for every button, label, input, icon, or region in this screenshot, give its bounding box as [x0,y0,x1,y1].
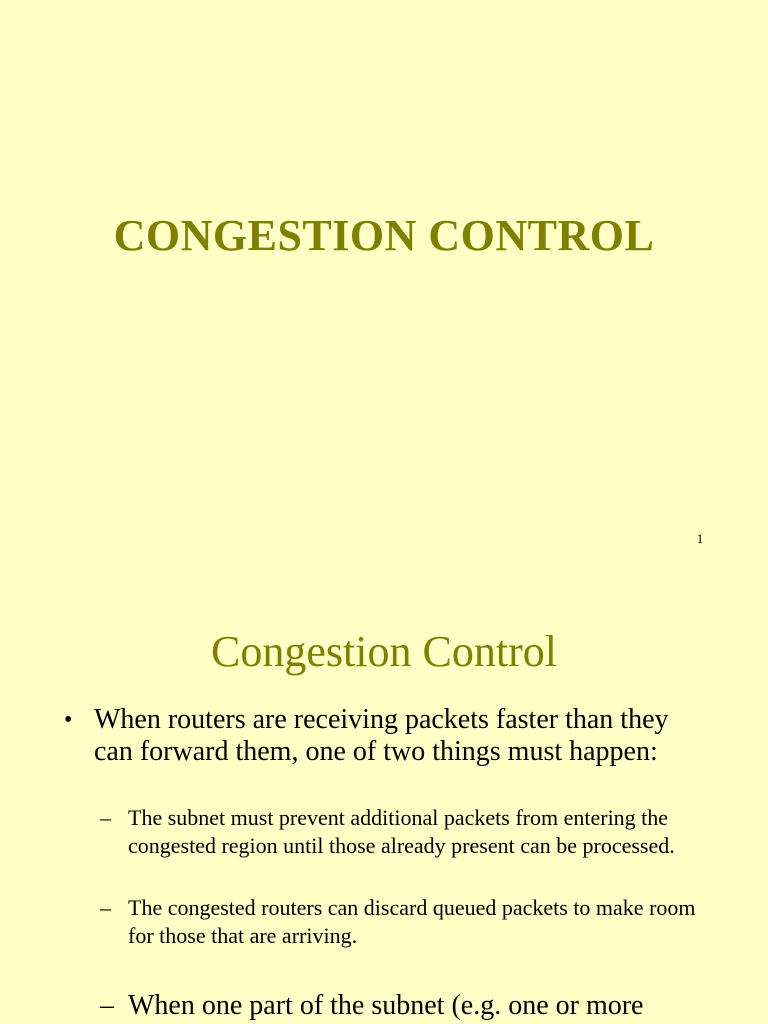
sub-item-dash: – [100,990,114,1021]
sub-item-dash: – [100,895,111,920]
bullet-text: When routers are receiving packets faster than they can forward them, one of two things must happen: [94,704,669,767]
sub-item-text: The subnet must prevent additional packets from entering the congested region until those already present can be processed. [128,805,675,858]
bullet-mark: • [64,707,73,733]
sub-item-text: The congested routers can discard queued packets to make room for those that are arriving. [128,895,696,948]
slide-1-title: CONGESTION CONTROL [113,211,655,260]
sub-item [100,804,700,860]
sub-item-dash: – [100,805,111,830]
sub-item-text: When one part of the subnet (e.g. one or more [128,990,644,1021]
page-number: 1 [696,531,704,546]
slide-2 [0,576,768,1024]
sub-item [100,894,700,950]
sub-item [100,990,700,1022]
slide-2-title: Congestion Control [211,627,557,676]
bullet-item [64,704,704,768]
